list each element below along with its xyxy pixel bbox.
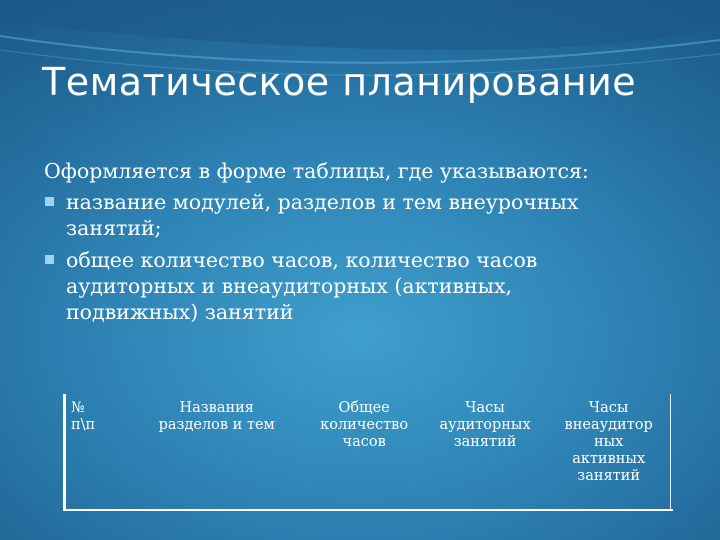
header-cell-number	[63, 394, 131, 511]
intro-text: Оформляется в форме таблицы, где указываются:	[44, 159, 589, 183]
header-line: Часы	[588, 400, 629, 416]
table-header-row	[63, 394, 673, 511]
table-border-bottom	[63, 509, 673, 511]
header-line: Названия	[179, 400, 254, 416]
header-line: занятий	[453, 434, 517, 450]
square-bullet-icon	[45, 255, 54, 264]
header-line: внеаудитор	[564, 417, 653, 433]
header-cell-section-names	[131, 394, 302, 511]
table-border-right	[670, 394, 671, 511]
header-line: п\п	[71, 417, 96, 433]
header-line: количество	[320, 417, 409, 433]
slide-title: Тематическое планирование	[42, 60, 637, 104]
planning-table	[63, 394, 673, 511]
header-line: часов	[342, 434, 386, 450]
header-line: Общее	[338, 400, 390, 416]
bullet-text-line: аудиторных и внеаудиторных (активных,	[66, 274, 513, 298]
bullet-list	[44, 189, 684, 325]
bullet-text-line: занятий;	[66, 216, 162, 240]
header-cell-extracurricular-hours	[544, 394, 673, 511]
header-cell-classroom-hours	[426, 394, 545, 511]
bullet-item	[44, 189, 684, 241]
header-cell-total-hours	[302, 394, 425, 511]
slide-content	[44, 158, 684, 331]
bullet-text-line: название модулей, разделов и тем внеурочных	[66, 190, 579, 214]
header-line: активных	[572, 451, 646, 467]
bullet-item	[44, 247, 684, 325]
bullet-text-line: общее количество часов, количество часов	[66, 248, 538, 272]
header-line: аудиторных	[439, 417, 531, 433]
table-border-left	[63, 394, 66, 511]
square-bullet-icon	[45, 197, 54, 206]
header-line: занятий	[577, 468, 641, 484]
header-line: №	[71, 400, 85, 416]
bullet-text-line: подвижных) занятий	[66, 300, 294, 324]
header-line: разделов и тем	[158, 417, 275, 433]
header-line: Часы	[465, 400, 505, 416]
header-line: ных	[593, 434, 624, 450]
